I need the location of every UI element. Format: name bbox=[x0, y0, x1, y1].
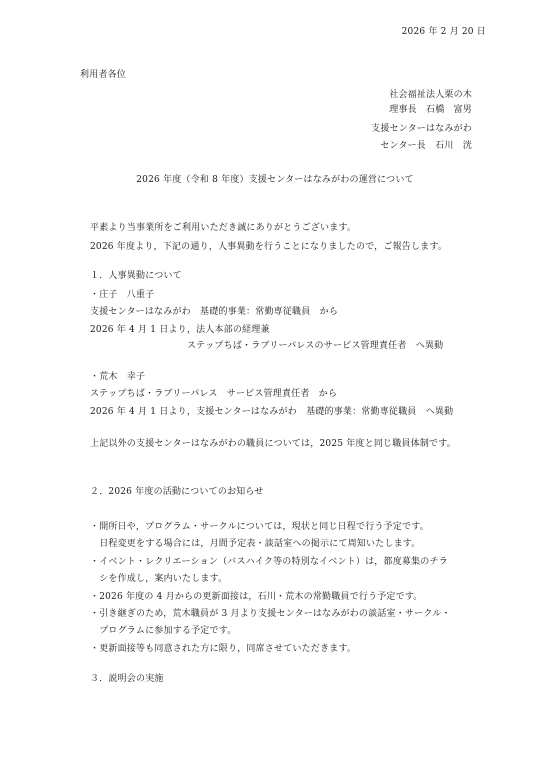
section3-heading: ３．説明会の実施 bbox=[90, 674, 164, 684]
greeting-line-2: 2026 年度より，下記の通り，人事異動を行うことになりましたので，ご報告します。 bbox=[90, 242, 448, 252]
sender-chair: 理事長 石橋 富男 bbox=[389, 105, 472, 115]
person2-date: 2026 年 4 月 1 日より，支援センターはなみがわ 基礎的事業：常勤専従職員 へ異動 bbox=[90, 407, 454, 417]
sender-org: 社会福祉法人栗の木 bbox=[389, 90, 472, 100]
activity-line: ・イベント・レクリエーション（バスハイク等の特別なイベント）は，都度募集のチラ bbox=[90, 557, 448, 567]
person1-name: ・庄子 八重子 bbox=[90, 290, 155, 300]
section1-heading: １．人事異動について bbox=[90, 271, 182, 281]
person2-from: ステップちば・ラブリーパレス サービス管理責任者 から bbox=[90, 389, 338, 399]
person2-name: ・荒木 幸子 bbox=[90, 372, 146, 382]
sender-head: センター長 石川 洸 bbox=[380, 141, 472, 151]
document-date: 2026 年 2 月 20 日 bbox=[401, 27, 486, 37]
greeting-line-1: 平素より当事業所をご利用いただき誠にありがとうございます。 bbox=[90, 223, 357, 233]
section2-heading: ２．2026 年度の活動についてのお知らせ bbox=[90, 487, 264, 497]
sender-center: 支援センターはなみがわ bbox=[371, 124, 472, 134]
activity-line: シを作成し，案内いたします。 bbox=[90, 574, 228, 584]
activity-line: ・更新面接等も同意された方に限り，同席させていただきます。 bbox=[90, 644, 357, 654]
activity-line: ・開所日や，プログラム・サークルについては，現状と同じ日程で行う予定です。 bbox=[90, 522, 429, 532]
staff-note: 上記以外の支援センターはなみがわの職員については，2025 年度と同じ職員体制です。 bbox=[90, 439, 456, 449]
activity-line: ・2026 年度の 4 月からの更新面接は，石川・荒木の常勤職員で行う予定です。 bbox=[90, 592, 423, 602]
activity-line: 日程変更をする場合には，月間予定表・談話室への掲示にて周知いたします。 bbox=[90, 539, 421, 549]
addressee: 利用者各位 bbox=[80, 70, 127, 80]
document-title: 2026 年度（令和 8 年度）支援センターはなみがわの運営について bbox=[136, 175, 414, 185]
person1-date: 2026 年 4 月 1 日より，法人本部の経理兼 bbox=[90, 325, 270, 335]
activity-line: プログラムに参加する予定です。 bbox=[90, 626, 237, 636]
person1-from: 支援センターはなみがわ 基礎的事業：常勤専従職員 から bbox=[90, 307, 339, 317]
person1-to: ステップちば・ラブリーパレスのサービス管理責任者 へ異動 bbox=[187, 341, 444, 351]
activity-line: ・引き継ぎのため，荒木職員が 3 月より支援センターはなみがわの談話室・サークル・ bbox=[90, 609, 451, 619]
